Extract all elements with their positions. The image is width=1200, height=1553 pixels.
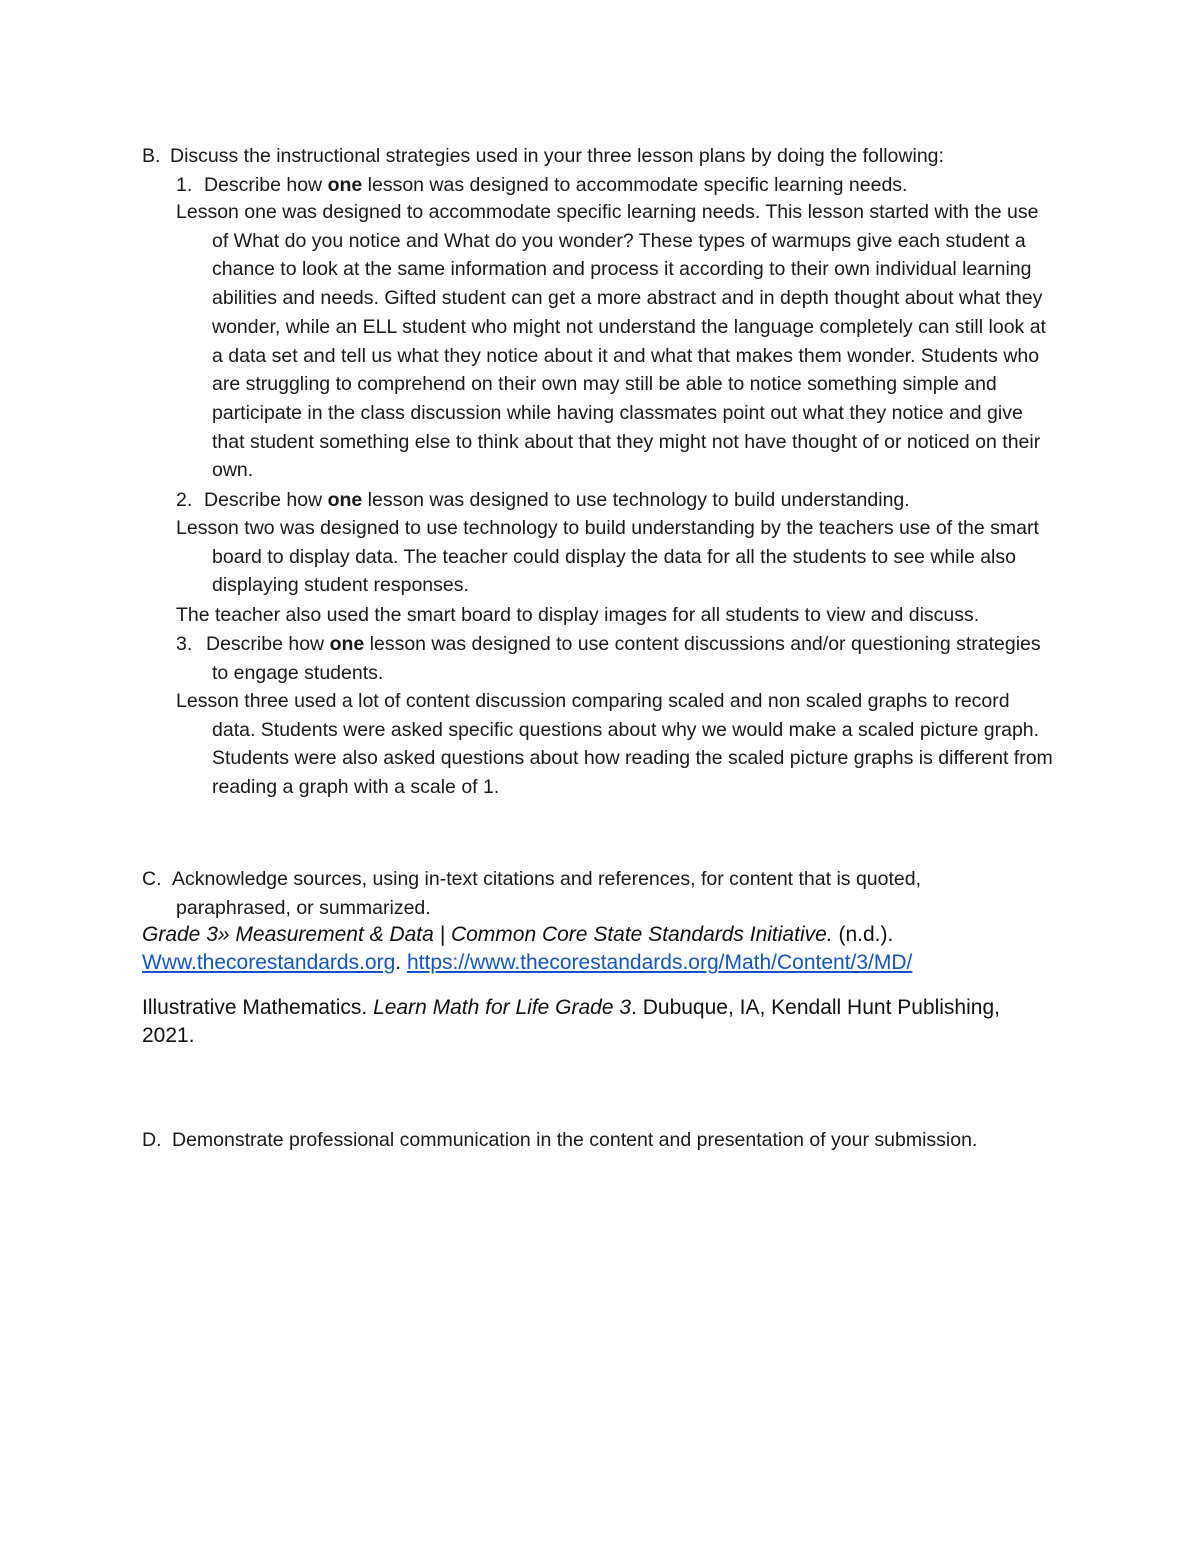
item-3-prompt-bold: one <box>329 633 365 655</box>
item-3-prompt <box>176 630 1056 687</box>
item-2-prompt-bold: one <box>327 489 363 511</box>
item-2-prompt <box>176 487 910 513</box>
item-1-answer-text: Lesson one was designed to accommodate specific learning needs. This lesson started with the use of What do you notice and What do you wonder? These types of warmups give each student a chance to look at the same information and process it according to their own individual learning abilities and needs. Gifted student can get a more abstract and in depth thought about what they wonder, while an ELL student who might not understand the language completely can still look at a data set and tell us what they notice about it and what that makes them wonder. Students who are struggling to comprehend on their own may still be able to notice something simple and participate in the class discussion while having classmates point out what they notice and give that student something else to think about that they might not have thought of or noticed on their own. <box>176 201 1046 482</box>
section-c-heading <box>142 865 1002 922</box>
item-1-number: 1. <box>176 174 193 196</box>
reference-1-separator: . <box>395 951 407 974</box>
reference-2-author: Illustrative Mathematics. <box>142 996 374 1019</box>
reference-2-details: . Dubuque, IA, Kendall Hunt Publishing, 2021. <box>142 996 1000 1047</box>
section-d-heading <box>142 1127 977 1153</box>
section-c-heading-text: Acknowledge sources, using in-text citations and references, for content that is quoted, paraphrased, or summarized. <box>172 868 922 919</box>
item-3-number: 3. <box>176 633 193 655</box>
section-d-heading-text: Demonstrate professional communication in the content and presentation of your submission. <box>172 1129 978 1151</box>
reference-2-title: Learn Math for Life Grade 3 <box>373 996 632 1019</box>
item-2-prompt-text: Describe how <box>204 489 328 511</box>
item-3-prompt-tail: lesson was designed to use content discussions and/or questioning strategies to engage students. <box>212 633 1041 684</box>
item-1-answer <box>176 198 1056 485</box>
item-1-prompt <box>176 172 907 198</box>
reference-1-title: Grade 3» Measurement & Data | Common Core State Standards Initiative. <box>142 923 833 946</box>
item-2-answer-extra: The teacher also used the smart board to display images for all students to view and discuss. <box>176 604 980 626</box>
item-2-number: 2. <box>176 489 193 511</box>
item-3-answer-text: Lesson three used a lot of content discussion comparing scaled and non scaled graphs to record data. Students were asked specific questions about why we would make a scaled picture graph. Students were also asked questions about how reading the scaled picture graphs is different from reading a graph with a scale of 1. <box>176 690 1053 799</box>
item-2-answer <box>176 514 1056 600</box>
item-1-prompt-bold: one <box>327 174 363 196</box>
reference-1-url-link[interactable]: https://www.thecorestandards.org/Math/Content/3/MD/ <box>406 951 913 974</box>
item-1-prompt-tail: lesson was designed to accommodate specific learning needs. <box>362 174 908 196</box>
item-2-answer-text: Lesson two was designed to use technology to build understanding by the teachers use of the smart board to display data. The teacher could display the data for all the students to see while also displaying student responses. <box>176 517 1039 597</box>
reference-2 <box>142 994 1042 1050</box>
reference-1-site-link[interactable]: Www.thecorestandards.org <box>142 951 396 974</box>
section-b-heading <box>142 143 944 169</box>
reference-1 <box>142 921 1042 977</box>
section-c-marker: C. <box>142 868 162 890</box>
section-d-marker: D. <box>142 1129 162 1151</box>
item-3-prompt-text: Describe how <box>206 633 330 655</box>
item-3-prompt-para <box>176 630 1056 687</box>
reference-1-date: (n.d.). <box>832 923 894 946</box>
section-b-heading-text: Discuss the instructional strategies used in your three lesson plans by doing the following: <box>170 145 944 167</box>
section-c-heading-para <box>142 865 1002 922</box>
item-1-prompt-text: Describe how <box>204 174 328 196</box>
section-b-marker: B. <box>142 145 161 167</box>
item-2-prompt-tail: lesson was designed to use technology to build understanding. <box>362 489 910 511</box>
item-3-answer <box>176 687 1056 802</box>
